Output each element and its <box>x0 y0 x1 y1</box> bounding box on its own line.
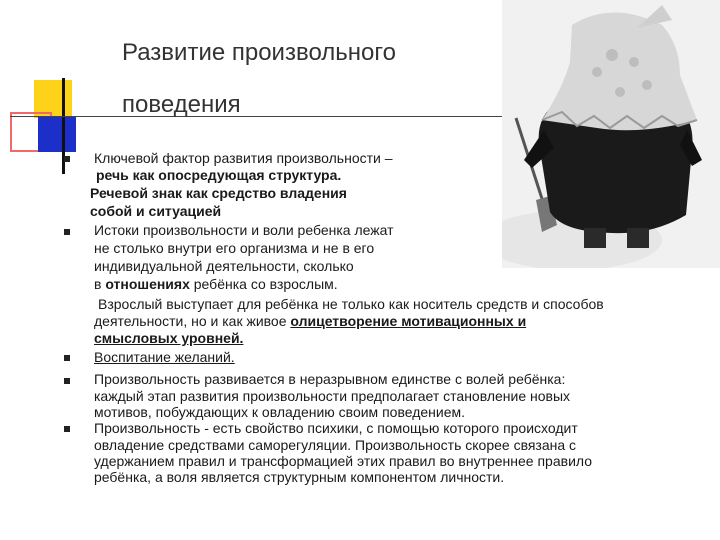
body-text-line: ребёнка, а воля является структурным компонентом личности. <box>94 469 505 485</box>
body-text-line: смысловых уровней. <box>94 330 244 346</box>
body-text-line: каждый этап развития произвольности предполагает становление новых <box>94 388 571 404</box>
bullet-marker <box>64 355 70 361</box>
bullet-marker <box>64 378 70 384</box>
body-text-line: Произвольность развивается в неразрывном единстве с волей ребёнка: <box>94 371 566 387</box>
body-text-line: Речевой знак как средство владения <box>90 185 347 201</box>
body-text-line: Воспитание желаний. <box>94 349 235 365</box>
body-text-line: речь как опосредующая структура. <box>96 167 342 183</box>
body-text-fragment: в <box>94 276 106 292</box>
body-text-line: не столько внутри его организма и не в его <box>94 240 375 256</box>
body-text-line: Взрослый выступает для ребёнка не только как носитель средств и способов <box>98 296 604 312</box>
bullet-marker <box>64 229 70 235</box>
body-text-line <box>94 276 338 293</box>
bullet-marker <box>64 156 70 162</box>
body-text-line: индивидуальной деятельности, сколько <box>94 258 354 274</box>
body-text-fragment: ребёнка со взрослым. <box>189 276 338 292</box>
body-text-line <box>94 313 526 330</box>
body-text-line: овладение средствами саморегуляции. Произвольность скорее связана с <box>94 437 577 453</box>
bullet-marker <box>64 426 70 432</box>
body-text-line: Ключевой фактор развития произвольности – <box>94 150 393 166</box>
slide-title-line2: поведения <box>122 91 241 118</box>
emphasis-text: отношениях <box>105 276 190 292</box>
emphasis-underlined-text: олицетворение мотивационных и <box>290 313 527 329</box>
slide-title-line1: Развитие произвольного <box>122 39 396 66</box>
body-text-line: Истоки произвольности и воли ребенка лежат <box>94 222 394 238</box>
body-text-line: удержанием правил и трансформацией этих правил во внутреннее правило <box>94 453 592 469</box>
body-text-line: мотивов, побуждающих к овладению своим поведением. <box>94 404 466 420</box>
body-text-fragment: деятельности, но и как живое <box>94 313 291 329</box>
body-text-line: собой и ситуацией <box>90 203 222 219</box>
body-text-line: Произвольность - есть свойство психики, с помощью которого происходит <box>94 420 578 436</box>
